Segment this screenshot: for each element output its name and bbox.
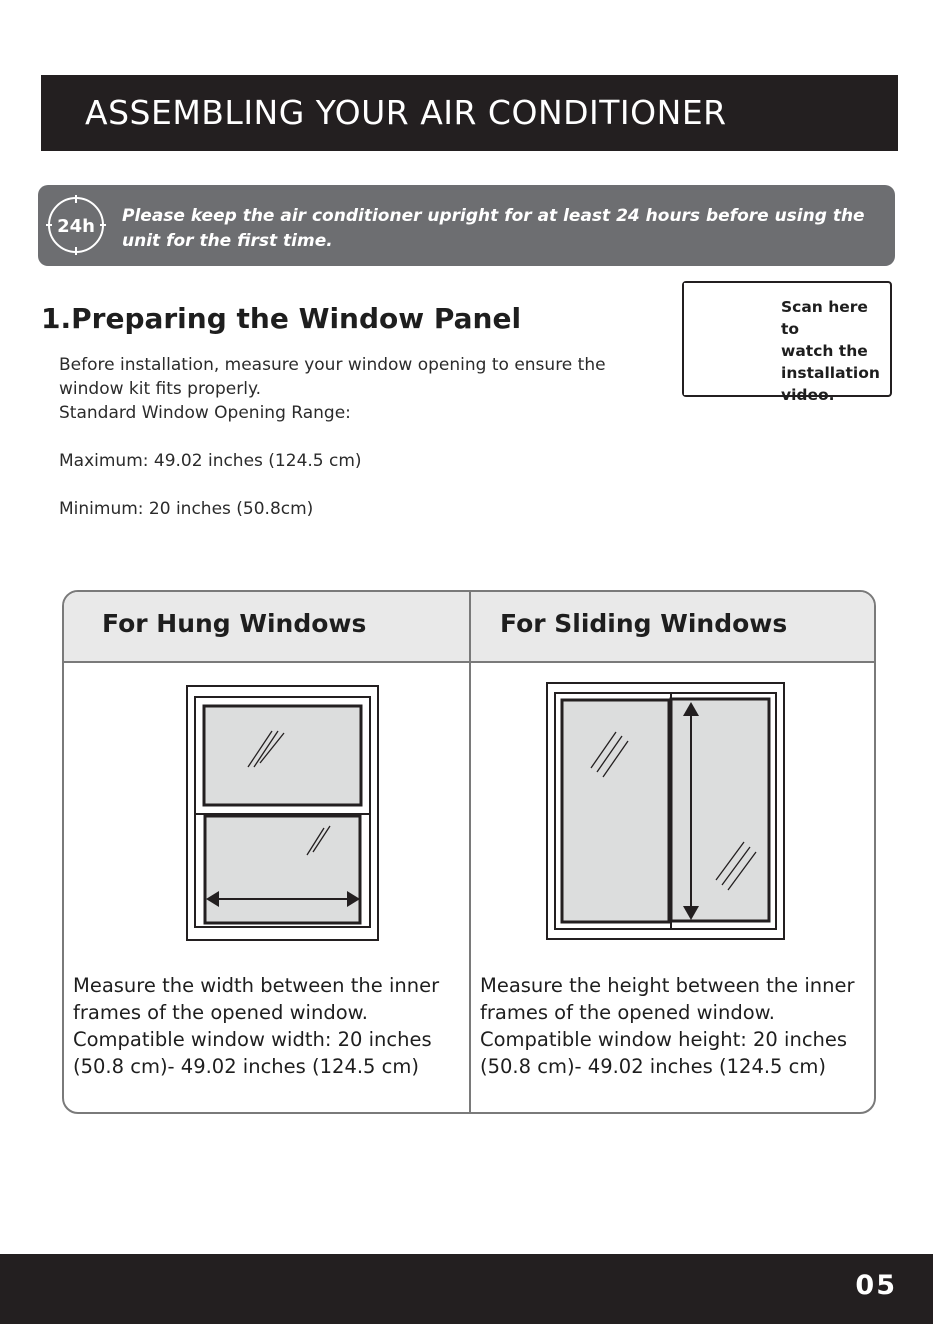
qr-caption xyxy=(781,296,889,406)
intro-line: Before installation, measure your window opening to ensure the xyxy=(59,355,606,375)
qr-caption-line: watch the xyxy=(781,342,868,360)
hung-window-diagram xyxy=(186,685,380,942)
notice-text: Please keep the air conditioner upright for at least 24 hours before using the unit for the first time. xyxy=(122,206,865,251)
title-bar xyxy=(41,75,898,151)
sliding-description-line: Measure the height between the inner xyxy=(480,974,855,997)
24h-clock-icon xyxy=(46,195,106,255)
intro-line: window kit fits properly. xyxy=(59,379,261,399)
intro-line: Standard Window Opening Range: xyxy=(59,403,351,423)
upright-notice xyxy=(38,185,895,266)
hung-description-line: (50.8 cm)- 49.02 inches (124.5 cm) xyxy=(73,1055,419,1078)
sliding-description-line: (50.8 cm)- 49.02 inches (124.5 cm) xyxy=(480,1055,826,1078)
hung-description-line: frames of the opened window. xyxy=(73,1001,369,1024)
sliding-windows-heading: For Sliding Windows xyxy=(500,609,788,638)
intro-text xyxy=(59,353,659,521)
sliding-window-diagram xyxy=(546,682,786,942)
hung-description xyxy=(73,972,458,1080)
sliding-description xyxy=(480,972,865,1080)
badge-label: 24h xyxy=(57,216,95,237)
minimum-range: Minimum: 20 inches (50.8cm) xyxy=(59,499,314,519)
qr-caption-line: installation xyxy=(781,364,880,382)
section-heading: 1.Preparing the Window Panel xyxy=(41,302,522,335)
window-type-table xyxy=(62,590,876,1114)
footer-bar xyxy=(0,1254,933,1324)
hung-windows-heading: For Hung Windows xyxy=(102,609,367,638)
qr-callout[interactable] xyxy=(682,281,892,404)
hung-description-line: Measure the width between the inner xyxy=(73,974,440,997)
qr-caption-line: video. xyxy=(781,386,835,404)
qr-caption-line: Scan here to xyxy=(781,298,868,338)
page-title: ASSEMBLING YOUR AIR CONDITIONER xyxy=(85,93,727,132)
sliding-description-line: frames of the opened window. xyxy=(480,1001,776,1024)
column-divider xyxy=(469,592,471,1112)
qr-code[interactable] xyxy=(684,283,770,395)
maximum-range: Maximum: 49.02 inches (124.5 cm) xyxy=(59,451,362,471)
sliding-description-line: Compatible window height: 20 inches xyxy=(480,1028,848,1051)
page-number: 05 xyxy=(855,1270,897,1301)
hung-description-line: Compatible window width: 20 inches xyxy=(73,1028,432,1051)
